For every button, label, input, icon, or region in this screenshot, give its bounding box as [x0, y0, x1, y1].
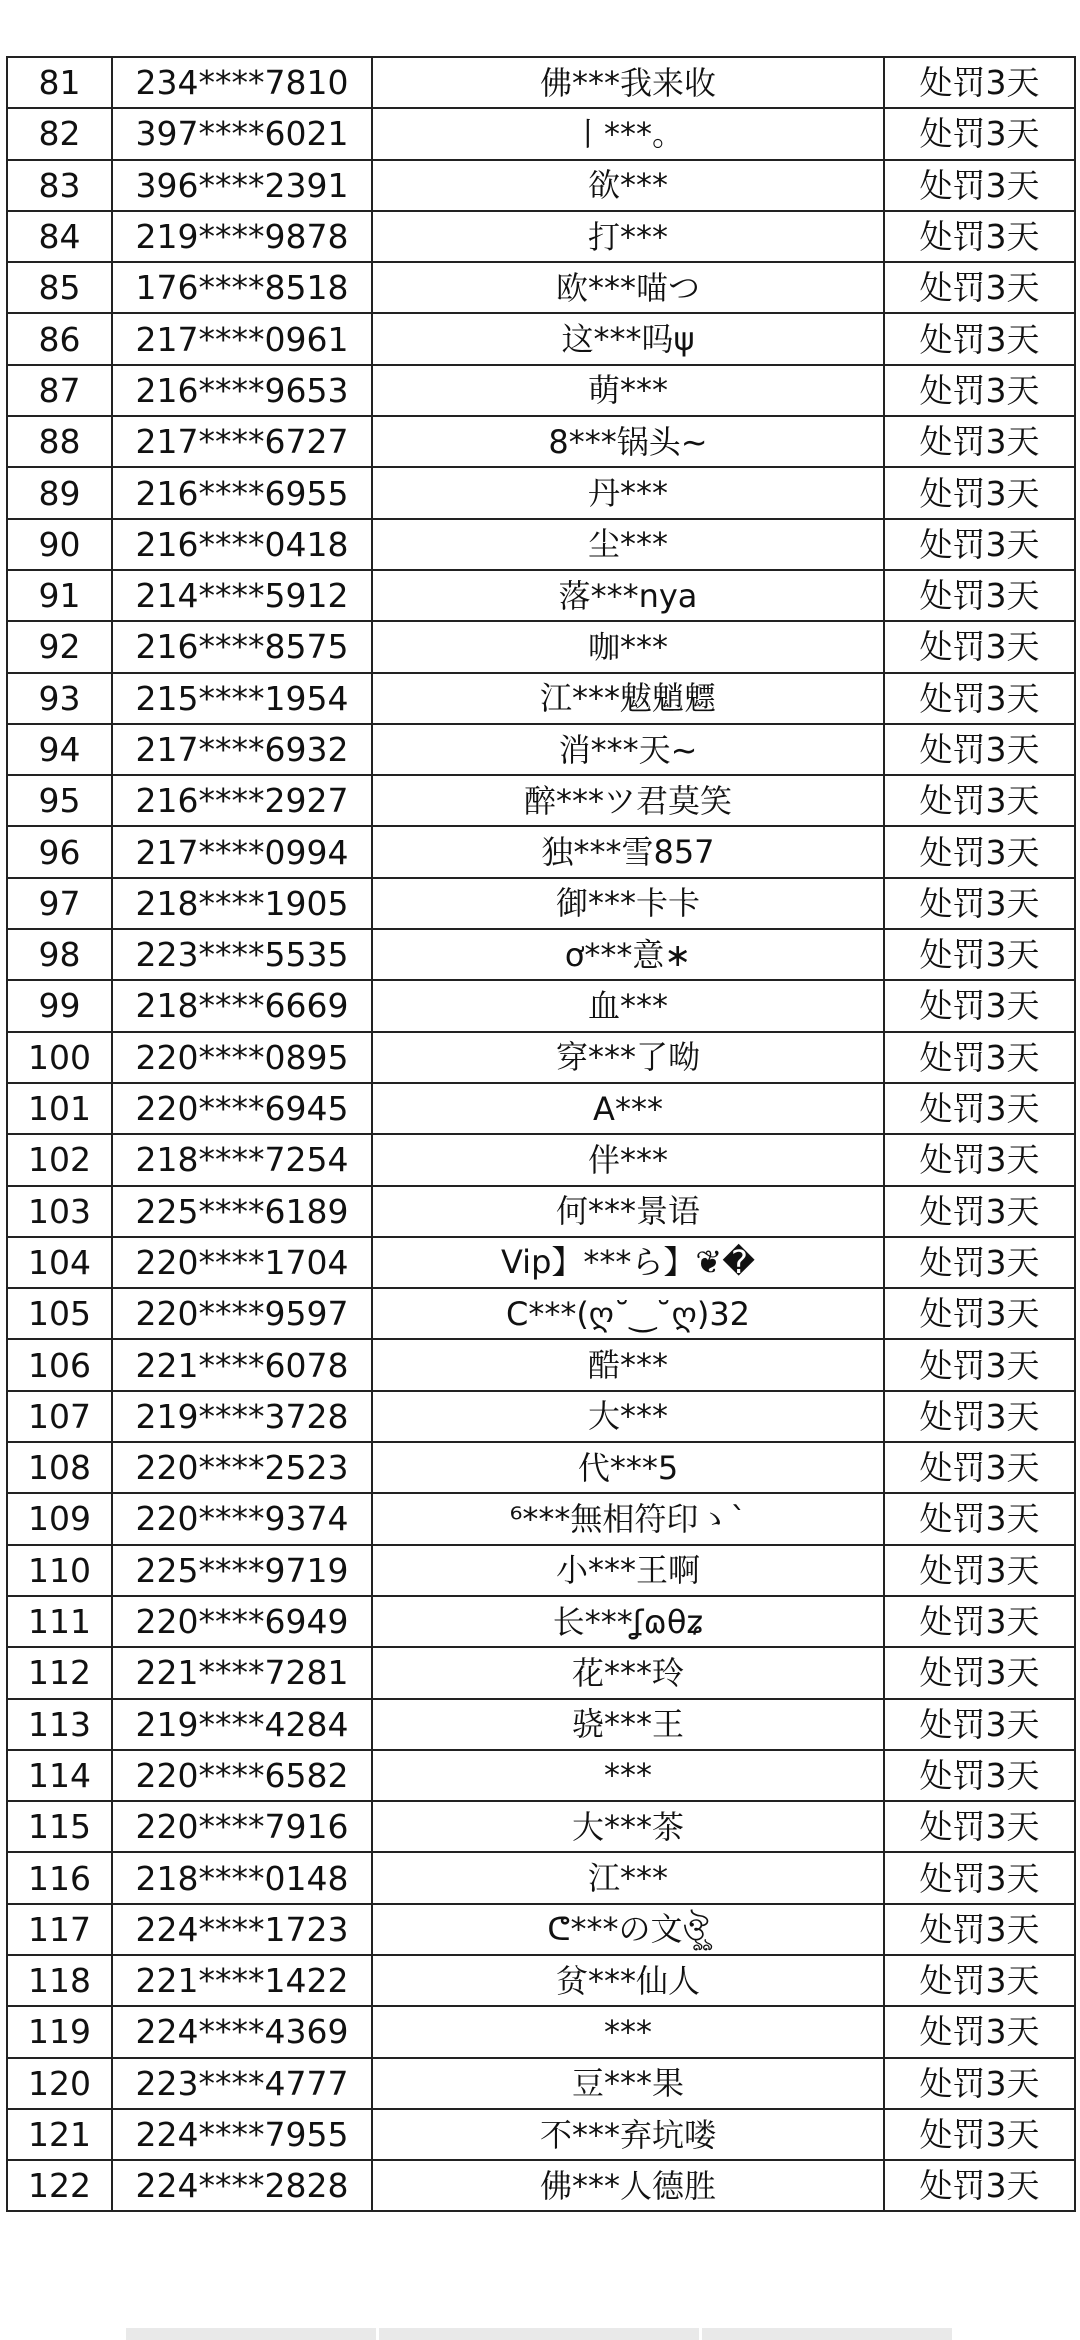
nickname-cell: 不***弃坑喽 [372, 2109, 884, 2160]
table-row [7, 57, 1075, 108]
table-row [7, 160, 1075, 211]
penalty-cell: 处罚3天 [884, 1852, 1075, 1903]
penalty-cell: 处罚3天 [884, 160, 1075, 211]
user-id-cell: 221****7281 [112, 1647, 372, 1698]
penalty-table [6, 56, 1076, 2212]
nickname-cell: 8***锅头~ [372, 416, 884, 467]
user-id-cell: 220****9374 [112, 1493, 372, 1544]
nickname-cell: 花***玲 [372, 1647, 884, 1698]
penalty-cell: 处罚3天 [884, 1801, 1075, 1852]
table-row [7, 1442, 1075, 1493]
table-row [7, 2058, 1075, 2109]
table-row [7, 1801, 1075, 1852]
nickname-cell: 萌*** [372, 365, 884, 416]
row-number-cell: 105 [7, 1288, 112, 1339]
user-id-cell: 215****1954 [112, 673, 372, 724]
nickname-cell: ᕦ***の文ঔৣ [372, 1904, 884, 1955]
nickname-cell: 咖*** [372, 621, 884, 672]
nickname-cell: 欲*** [372, 160, 884, 211]
row-number-cell: 85 [7, 262, 112, 313]
table-row [7, 1699, 1075, 1750]
nickname-cell: 大***茶 [372, 1801, 884, 1852]
penalty-cell: 处罚3天 [884, 1339, 1075, 1390]
penalty-cell: 处罚3天 [884, 1032, 1075, 1083]
row-number-cell: 88 [7, 416, 112, 467]
user-id-cell: 220****6582 [112, 1750, 372, 1801]
row-number-cell: 93 [7, 673, 112, 724]
user-id-cell: 234****7810 [112, 57, 372, 108]
user-id-cell: 217****0994 [112, 826, 372, 877]
table-row [7, 467, 1075, 518]
nickname-cell: 江***魃魈魒 [372, 673, 884, 724]
user-id-cell: 220****2523 [112, 1442, 372, 1493]
table-row [7, 929, 1075, 980]
row-number-cell: 109 [7, 1493, 112, 1544]
penalty-cell: 处罚3天 [884, 416, 1075, 467]
user-id-cell: 218****0148 [112, 1852, 372, 1903]
nickname-cell: 御***卡卡 [372, 878, 884, 929]
nickname-cell: 佛***我来收 [372, 57, 884, 108]
penalty-cell: 处罚3天 [884, 211, 1075, 262]
table-row [7, 1647, 1075, 1698]
table-row [7, 1186, 1075, 1237]
penalty-cell: 处罚3天 [884, 467, 1075, 518]
nickname-cell: 伴*** [372, 1134, 884, 1185]
penalty-cell: 处罚3天 [884, 1083, 1075, 1134]
row-number-cell: 86 [7, 313, 112, 364]
table-row [7, 1955, 1075, 2006]
table-row [7, 775, 1075, 826]
penalty-cell: 处罚3天 [884, 108, 1075, 159]
penalty-cell: 处罚3天 [884, 1955, 1075, 2006]
penalty-cell: 处罚3天 [884, 2109, 1075, 2160]
table-row [7, 980, 1075, 1031]
penalty-cell: 处罚3天 [884, 878, 1075, 929]
table-row [7, 1391, 1075, 1442]
row-number-cell: 100 [7, 1032, 112, 1083]
user-id-cell: 216****6955 [112, 467, 372, 518]
row-number-cell: 120 [7, 2058, 112, 2109]
row-number-cell: 115 [7, 1801, 112, 1852]
user-id-cell: 216****2927 [112, 775, 372, 826]
row-number-cell: 104 [7, 1237, 112, 1288]
nickname-cell: 丹*** [372, 467, 884, 518]
row-number-cell: 101 [7, 1083, 112, 1134]
user-id-cell: 214****5912 [112, 570, 372, 621]
table-row [7, 1545, 1075, 1596]
nickname-cell: 消***天~ [372, 724, 884, 775]
user-id-cell: 221****1422 [112, 1955, 372, 2006]
user-id-cell: 396****2391 [112, 160, 372, 211]
nickname-cell: Vip】***ら】❦� [372, 1237, 884, 1288]
row-number-cell: 81 [7, 57, 112, 108]
user-id-cell: 224****7955 [112, 2109, 372, 2160]
penalty-table-container [6, 56, 1074, 2212]
user-id-cell: 223****4777 [112, 2058, 372, 2109]
nickname-cell: 落***nya [372, 570, 884, 621]
penalty-cell: 处罚3天 [884, 826, 1075, 877]
row-number-cell: 119 [7, 2006, 112, 2057]
user-id-cell: 219****4284 [112, 1699, 372, 1750]
nickname-cell: 血*** [372, 980, 884, 1031]
nickname-cell: 醉***ツ君莫笑 [372, 775, 884, 826]
table-row [7, 416, 1075, 467]
penalty-cell: 处罚3天 [884, 621, 1075, 672]
nickname-cell: 穿***了呦 [372, 1032, 884, 1083]
row-number-cell: 84 [7, 211, 112, 262]
row-number-cell: 82 [7, 108, 112, 159]
user-id-cell: 223****5535 [112, 929, 372, 980]
penalty-cell: 处罚3天 [884, 1750, 1075, 1801]
penalty-cell: 处罚3天 [884, 673, 1075, 724]
user-id-cell: 225****6189 [112, 1186, 372, 1237]
user-id-cell: 176****8518 [112, 262, 372, 313]
user-id-cell: 218****1905 [112, 878, 372, 929]
nickname-cell: *** [372, 1750, 884, 1801]
nickname-cell: 欧***喵つ [372, 262, 884, 313]
user-id-cell: 219****9878 [112, 211, 372, 262]
user-id-cell: 221****6078 [112, 1339, 372, 1390]
user-id-cell: 225****9719 [112, 1545, 372, 1596]
nickname-cell: 佛***人德胜 [372, 2160, 884, 2211]
penalty-cell: 处罚3天 [884, 775, 1075, 826]
penalty-cell: 处罚3天 [884, 2058, 1075, 2109]
nickname-cell: *** [372, 2006, 884, 2057]
user-id-cell: 216****8575 [112, 621, 372, 672]
nickname-cell: 酷*** [372, 1339, 884, 1390]
penalty-cell: 处罚3天 [884, 1442, 1075, 1493]
row-number-cell: 112 [7, 1647, 112, 1698]
penalty-cell: 处罚3天 [884, 262, 1075, 313]
nickname-cell: 独***雪857 [372, 826, 884, 877]
penalty-cell: 处罚3天 [884, 980, 1075, 1031]
penalty-cell: 处罚3天 [884, 1545, 1075, 1596]
row-number-cell: 108 [7, 1442, 112, 1493]
penalty-cell: 处罚3天 [884, 1391, 1075, 1442]
row-number-cell: 96 [7, 826, 112, 877]
user-id-cell: 224****1723 [112, 1904, 372, 1955]
penalty-cell: 处罚3天 [884, 2006, 1075, 2057]
penalty-cell: 处罚3天 [884, 313, 1075, 364]
row-number-cell: 106 [7, 1339, 112, 1390]
table-row [7, 621, 1075, 672]
user-id-cell: 220****7916 [112, 1801, 372, 1852]
table-row [7, 1032, 1075, 1083]
penalty-cell: 处罚3天 [884, 365, 1075, 416]
nickname-cell: 打*** [372, 211, 884, 262]
user-id-cell: 216****9653 [112, 365, 372, 416]
table-row [7, 1750, 1075, 1801]
table-row [7, 1339, 1075, 1390]
nickname-cell: 小***王啊 [372, 1545, 884, 1596]
table-row [7, 673, 1075, 724]
nickname-cell: 长***ʆɷθʑ [372, 1596, 884, 1647]
user-id-cell: 217****0961 [112, 313, 372, 364]
penalty-cell: 处罚3天 [884, 1596, 1075, 1647]
row-number-cell: 98 [7, 929, 112, 980]
penalty-cell: 处罚3天 [884, 1493, 1075, 1544]
penalty-cell: 处罚3天 [884, 57, 1075, 108]
table-row [7, 1493, 1075, 1544]
penalty-cell: 处罚3天 [884, 1134, 1075, 1185]
penalty-cell: 处罚3天 [884, 724, 1075, 775]
table-row [7, 262, 1075, 313]
penalty-cell: 处罚3天 [884, 519, 1075, 570]
nickname-cell: 丨***。 [372, 108, 884, 159]
table-row [7, 878, 1075, 929]
penalty-cell: 处罚3天 [884, 1904, 1075, 1955]
table-row [7, 1134, 1075, 1185]
user-id-cell: 217****6727 [112, 416, 372, 467]
table-row [7, 826, 1075, 877]
nickname-cell: 这***吗ψ [372, 313, 884, 364]
table-row [7, 365, 1075, 416]
penalty-cell: 处罚3天 [884, 1647, 1075, 1698]
penalty-table-body [7, 57, 1075, 2211]
penalty-cell: 处罚3天 [884, 1699, 1075, 1750]
row-number-cell: 83 [7, 160, 112, 211]
table-row [7, 1083, 1075, 1134]
user-id-cell: 217****6932 [112, 724, 372, 775]
bottom-toolbar-segment [126, 2328, 376, 2340]
table-row [7, 108, 1075, 159]
user-id-cell: 216****0418 [112, 519, 372, 570]
row-number-cell: 122 [7, 2160, 112, 2211]
row-number-cell: 116 [7, 1852, 112, 1903]
row-number-cell: 118 [7, 1955, 112, 2006]
row-number-cell: 92 [7, 621, 112, 672]
nickname-cell: ⁶***無相符印ゝ` [372, 1493, 884, 1544]
nickname-cell: 骁***王 [372, 1699, 884, 1750]
row-number-cell: 95 [7, 775, 112, 826]
row-number-cell: 103 [7, 1186, 112, 1237]
table-row [7, 724, 1075, 775]
nickname-cell: 尘*** [372, 519, 884, 570]
table-row [7, 1237, 1075, 1288]
nickname-cell: 何***景语 [372, 1186, 884, 1237]
nickname-cell: 江*** [372, 1852, 884, 1903]
row-number-cell: 117 [7, 1904, 112, 1955]
user-id-cell: 220****0895 [112, 1032, 372, 1083]
row-number-cell: 97 [7, 878, 112, 929]
table-row [7, 2109, 1075, 2160]
row-number-cell: 94 [7, 724, 112, 775]
bottom-toolbar-edge [126, 2328, 956, 2340]
row-number-cell: 113 [7, 1699, 112, 1750]
nickname-cell: 豆***果 [372, 2058, 884, 2109]
user-id-cell: 224****4369 [112, 2006, 372, 2057]
row-number-cell: 87 [7, 365, 112, 416]
row-number-cell: 121 [7, 2109, 112, 2160]
penalty-cell: 处罚3天 [884, 2160, 1075, 2211]
nickname-cell: 贫***仙人 [372, 1955, 884, 2006]
table-row [7, 1596, 1075, 1647]
user-id-cell: 220****9597 [112, 1288, 372, 1339]
table-row [7, 2006, 1075, 2057]
penalty-cell: 处罚3天 [884, 1186, 1075, 1237]
nickname-cell: 代***5 [372, 1442, 884, 1493]
row-number-cell: 102 [7, 1134, 112, 1185]
bottom-toolbar-segment [379, 2328, 699, 2340]
table-row [7, 1904, 1075, 1955]
user-id-cell: 220****1704 [112, 1237, 372, 1288]
row-number-cell: 91 [7, 570, 112, 621]
table-row [7, 570, 1075, 621]
user-id-cell: 219****3728 [112, 1391, 372, 1442]
penalty-cell: 处罚3天 [884, 570, 1075, 621]
row-number-cell: 111 [7, 1596, 112, 1647]
table-row [7, 313, 1075, 364]
nickname-cell: 大*** [372, 1391, 884, 1442]
row-number-cell: 89 [7, 467, 112, 518]
user-id-cell: 218****6669 [112, 980, 372, 1031]
row-number-cell: 110 [7, 1545, 112, 1596]
table-row [7, 2160, 1075, 2211]
table-row [7, 1288, 1075, 1339]
nickname-cell: ơ***意∗ [372, 929, 884, 980]
user-id-cell: 220****6949 [112, 1596, 372, 1647]
row-number-cell: 114 [7, 1750, 112, 1801]
row-number-cell: 90 [7, 519, 112, 570]
row-number-cell: 99 [7, 980, 112, 1031]
user-id-cell: 224****2828 [112, 2160, 372, 2211]
bottom-toolbar-segment [702, 2328, 952, 2340]
nickname-cell: C***(ღ˘‿˘ღ)32 [372, 1288, 884, 1339]
penalty-cell: 处罚3天 [884, 1288, 1075, 1339]
row-number-cell: 107 [7, 1391, 112, 1442]
table-row [7, 211, 1075, 262]
nickname-cell: A*** [372, 1083, 884, 1134]
penalty-cell: 处罚3天 [884, 1237, 1075, 1288]
table-row [7, 1852, 1075, 1903]
user-id-cell: 218****7254 [112, 1134, 372, 1185]
table-row [7, 519, 1075, 570]
penalty-cell: 处罚3天 [884, 929, 1075, 980]
user-id-cell: 397****6021 [112, 108, 372, 159]
user-id-cell: 220****6945 [112, 1083, 372, 1134]
